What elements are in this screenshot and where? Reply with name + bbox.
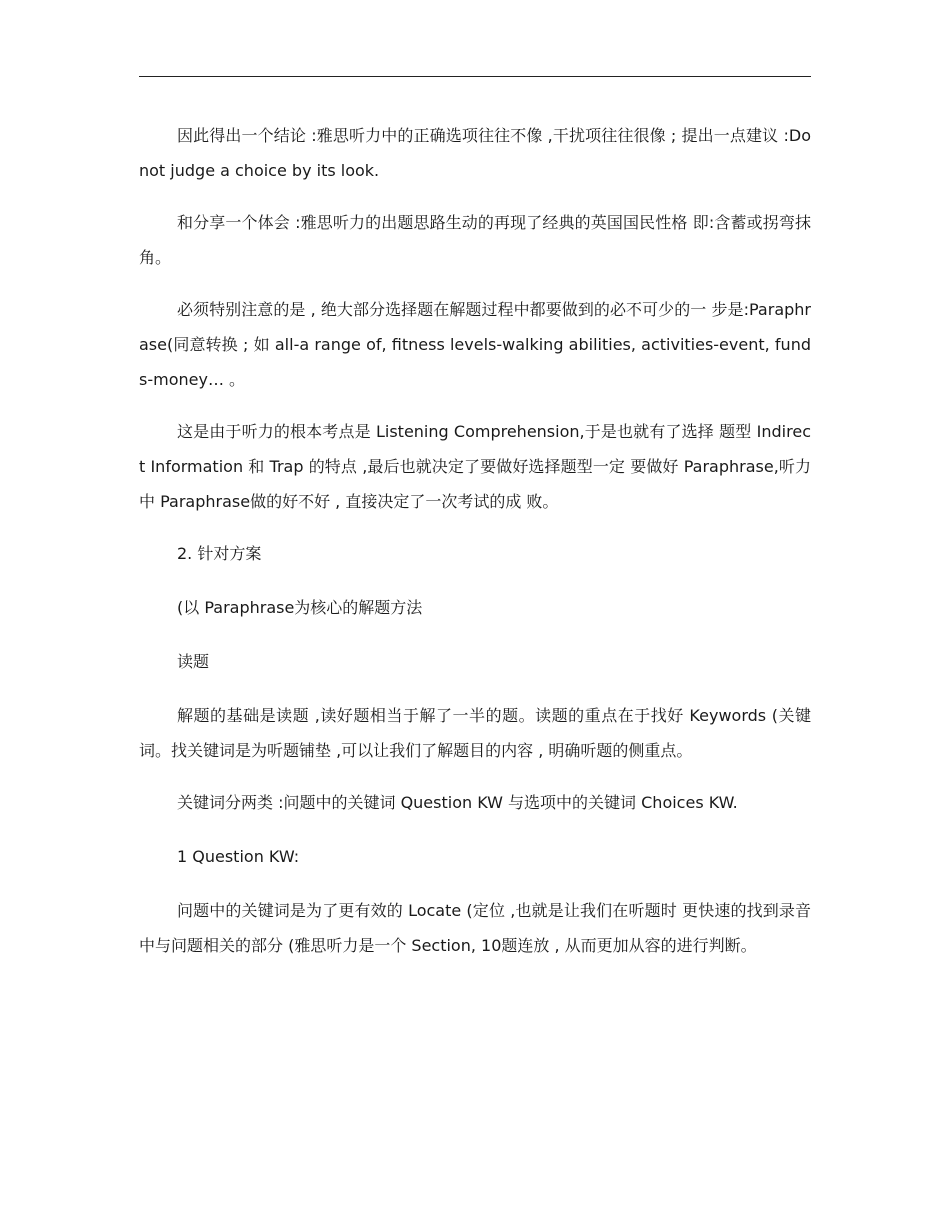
- paragraph-kw-types: 关键词分两类 :问题中的关键词 Question KW 与选项中的关键词 Choices KW.: [177, 793, 738, 812]
- section-heading-read: 读题: [177, 652, 210, 671]
- paragraph-paraphrase-note: 必须特别注意的是 , 绝大部分选择题在解题过程中都要做到的必不可少的一 步是:Paraphrase(同意转换 ; 如 all-a range of, fitness levels-walking abilities, activities-event, funds-money… 。: [139, 300, 811, 389]
- paragraph-question-kw-body: 问题中的关键词是为了更有效的 Locate (定位 ,也就是让我们在听题时 更快速的找到录音中与问题相关的部分 (雅思听力是一个 Section, 10题连放 , 从而更加从容的进行判断。: [139, 901, 811, 955]
- document-body: [139, 118, 811, 980]
- section-heading-solution: 2. 针对方案: [177, 544, 262, 563]
- paragraph-conclusion: 因此得出一个结论 :雅思听力中的正确选项往往不像 ,干扰项往往很像 ; 提出一点建议 :Do not judge a choice by its look.: [139, 126, 811, 180]
- section-heading-method: (以 Paraphrase为核心的解题方法: [177, 598, 423, 617]
- header-rule: [139, 76, 811, 77]
- paragraph-experience: 和分享一个体会 :雅思听力的出题思路生动的再现了经典的英国国民性格 即:含蓄或拐弯抹角。: [139, 213, 811, 267]
- paragraph-read-body: 解题的基础是读题 ,读好题相当于解了一半的题。读题的重点在于找好 Keywords (关键词。找关键词是为听题铺垫 ,可以让我们了解题目的内容 , 明确听题的侧重点。: [139, 706, 811, 760]
- paragraph-reason: 这是由于听力的根本考点是 Listening Comprehension,于是也就有了选择 题型 Indirect Information 和 Trap 的特点 ,最后也就决定了要做好选择题型一定 要做好 Paraphrase,听力中 Paraphrase做的好不好 , 直接决定了一次考试的成 败。: [139, 422, 811, 511]
- section-heading-question-kw: 1 Question KW:: [177, 847, 300, 866]
